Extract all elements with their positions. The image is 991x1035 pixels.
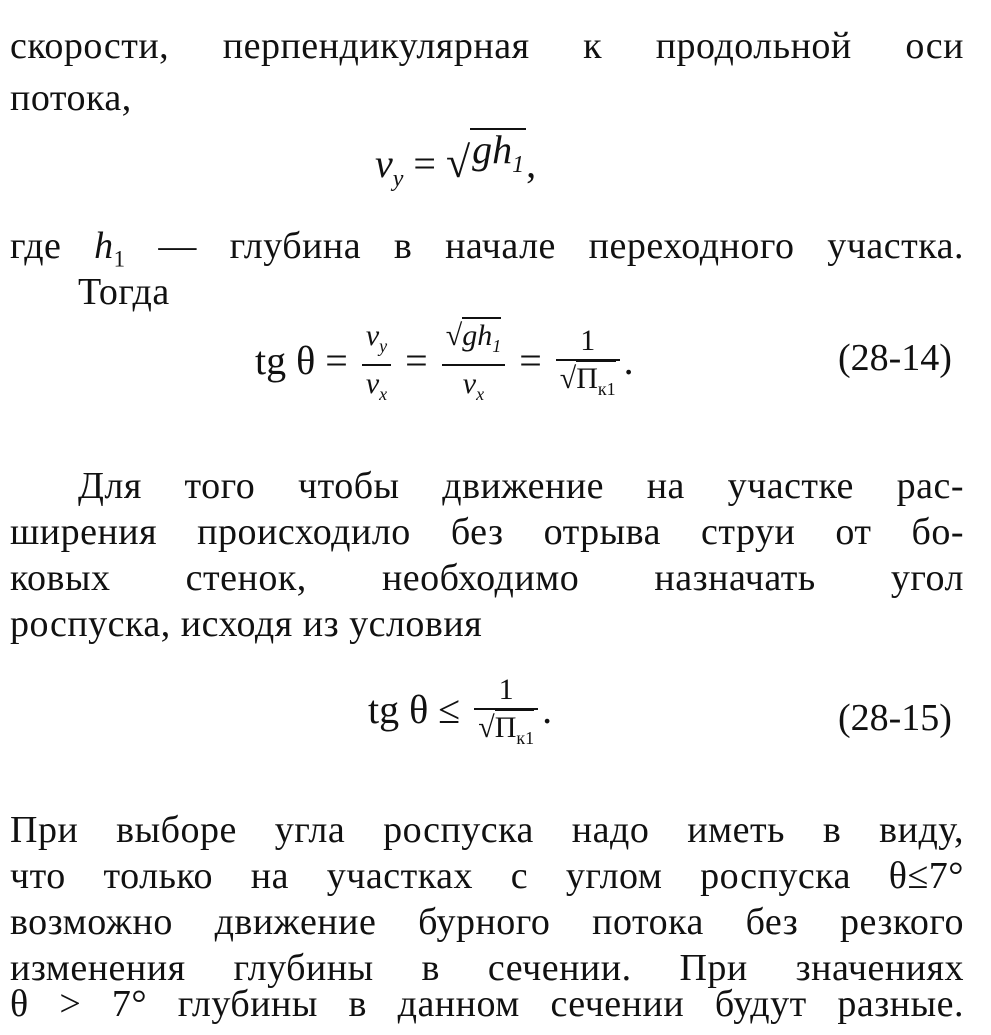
text-line: где $h_1$ — глубина в начале переходного участка. xyxy=(10,225,964,272)
text-line: При выборе угла роспуска надо иметь в виду, xyxy=(10,809,964,851)
formula-operator: = xyxy=(519,338,542,384)
text-line: ширения происходило без отрыва струи от бо- xyxy=(10,511,964,553)
formula-vy xyxy=(375,128,536,193)
text-line: изменения глубины в сечении. При значениях xyxy=(10,947,964,989)
square-root xyxy=(446,128,526,185)
formula-operator: = xyxy=(405,338,428,384)
formula-subscript: y xyxy=(392,166,404,192)
text-line: ковых стенок, необходимо назначать угол xyxy=(10,557,964,599)
formula-operator: ≤ xyxy=(438,687,461,733)
text-line: θ > 7° глубины в данном сечении будут разные. xyxy=(10,983,964,1025)
fraction-sqrt-gh-vx: $\frac{√gh_1}{v_x}$ xyxy=(442,318,505,412)
formula-operator: = xyxy=(413,141,436,186)
equation-number: (28-14) xyxy=(838,337,952,379)
fraction-one-sqrt-pk1: $\frac{1}{√П_{к1}}$ xyxy=(474,672,538,756)
formula-punctuation: , xyxy=(526,141,537,186)
text-line: скорости, перпендикулярная к продольной оси xyxy=(10,25,964,67)
text-line: возможно движение бурного потока без резкого xyxy=(10,901,964,943)
formula-punctuation: . xyxy=(542,687,553,733)
fraction-one-sqrt-pk1: $\frac{1}{√П_{к1}}$ xyxy=(556,323,620,407)
formula-28-15 xyxy=(368,672,552,756)
text-line: Для того чтобы движение на участке рас- xyxy=(78,465,964,507)
formula-28-14 xyxy=(255,318,634,412)
text-line: Тогда xyxy=(78,271,170,313)
equation-number: (28-15) xyxy=(838,697,952,739)
text-line: что только на участках с углом роспуска θ≤7° xyxy=(10,855,964,897)
fraction-vy-vx: $\frac{v_y}{v_x}$ xyxy=(362,318,391,412)
text-line: потока, xyxy=(10,77,132,119)
radical-sign: √ xyxy=(445,138,471,187)
formula-operator: = xyxy=(325,338,348,384)
formula-tg: tg θ xyxy=(255,338,316,384)
radicand: $gh_1$ xyxy=(470,128,526,185)
formula-tg: tg θ xyxy=(368,687,429,733)
formula-punctuation: . xyxy=(623,338,634,384)
formula-symbol: v xyxy=(375,141,393,186)
text-line: роспуска, исходя из условия xyxy=(10,603,483,645)
